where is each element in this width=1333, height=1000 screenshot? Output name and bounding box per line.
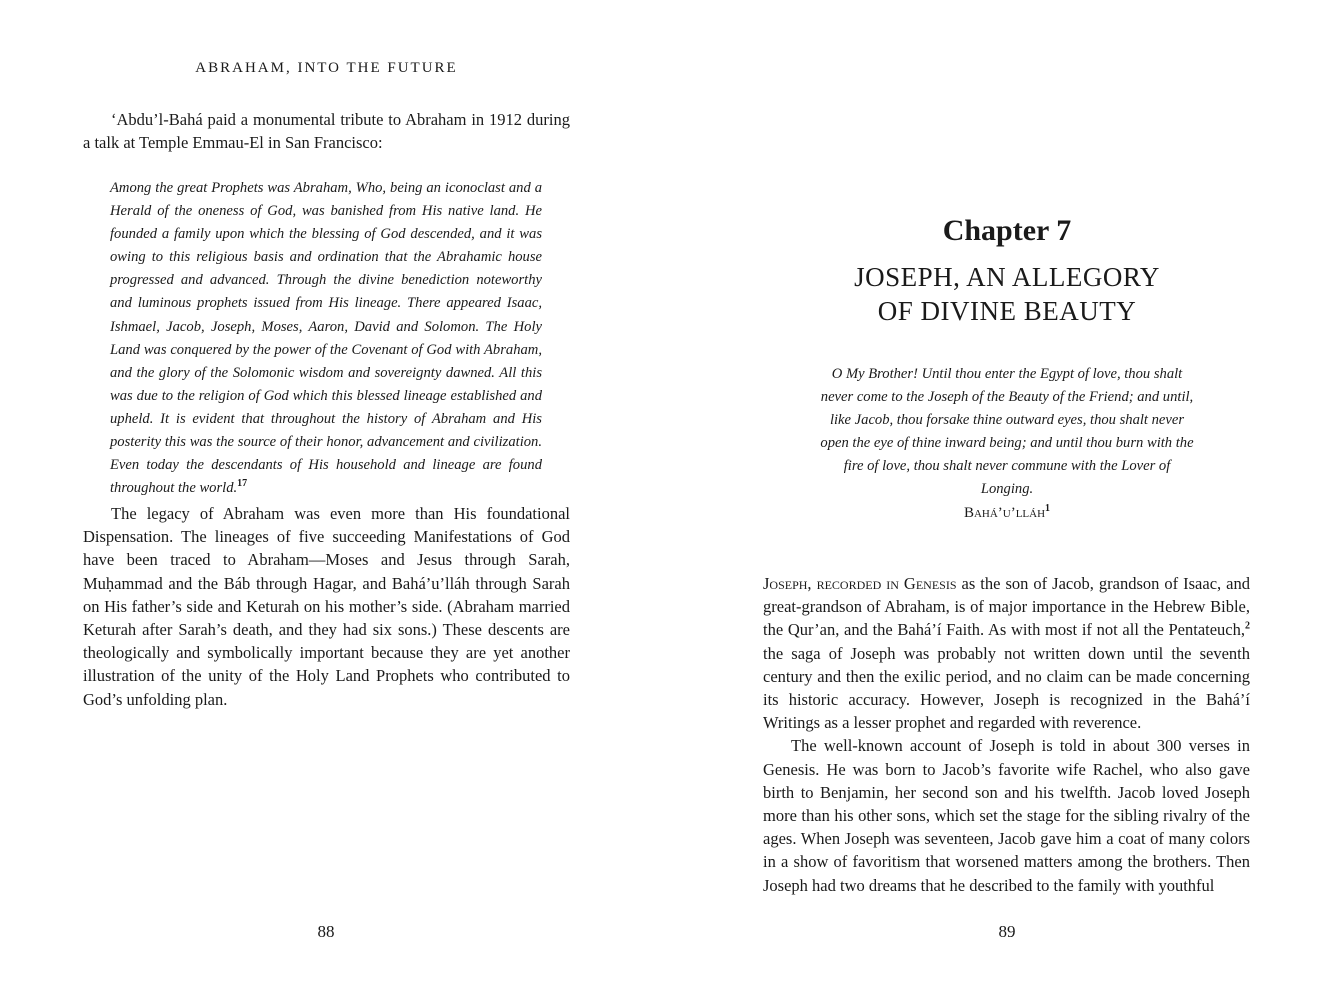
chapter-paragraph-2: The well-known account of Joseph is told in about 300 verses in Genesis. He was born to Jacob’s favorite wife Rachel, who also gave birth to Benjamin, her second son and his twelfth. Jacob loved Joseph more than his other sons, which set the stage for the sibling rivalry of the ages. When Joseph was seventeen, Jacob gave him a coat of many colors in a show of favoritism that worsened matters among the brothers. Then Joseph had two dreams that he described to the family with youthful bbox=[763, 736, 1250, 895]
block-quote bbox=[110, 177, 542, 500]
footnote-ref-17[interactable]: 17 bbox=[237, 478, 248, 490]
right-page bbox=[666, 0, 1333, 1000]
left-page bbox=[0, 0, 666, 1000]
chapter-body bbox=[763, 572, 1250, 897]
page-number-right: 89 bbox=[998, 922, 1016, 941]
chapter-title-line-2: OF DIVINE BEAUTY bbox=[877, 296, 1137, 326]
chapter-lead-in: Joseph, recorded in Genesis bbox=[763, 574, 957, 593]
footnote-ref-1[interactable]: 1 bbox=[1045, 503, 1051, 514]
legacy-paragraph: The legacy of Abraham was even more than His foundational Dispensation. The lineages of five succeeding Manifestations of God have been traced to Abraham—Moses and Jesus through Sarah, Muḥammad and the Báb through Hagar, and Bahá’u’lláh through Sarah on His father’s side and Keturah on his mother’s side. (Abraham married Keturah after Sarah’s death, and they had six sons.) These descents are theologically and symbolically important because they are yet another illustration of the unity of the Holy Land Prophets who contributed to God’s unfolding plan. bbox=[83, 504, 570, 709]
running-head: ABRAHAM, INTO THE FUTURE bbox=[195, 60, 458, 76]
chapter-title-line-1: JOSEPH, AN ALLEGORY bbox=[854, 262, 1160, 292]
epigraph: O My Brother! Until thou enter the Egypt of love, thou shalt never come to the Joseph of the Beauty of the Friend; and until, like Jacob, thou forsake thine outward eyes, thou shalt never open the eye of thine inward being; and until thou burn with the fire of love, thou shalt never commune with the Lover of Longing. bbox=[820, 366, 1194, 498]
chapter-paragraph-1-part-2: the saga of Joseph was probably not written down until the seventh century and then the exilic period, and no claim can be made concerning its historic accuracy. However, Joseph is recognized in the Bahá’í Writings as a lesser prophet and regarded with reverence. bbox=[763, 643, 1250, 733]
epigraph-author: Bahá’u’lláh bbox=[963, 505, 1046, 521]
epigraph-attribution bbox=[764, 503, 1250, 523]
chapter-paragraph-1-part-1: as the son of Jacob, grandson of Isaac, and great-grandson of Abraham, is of major importance in the Hebrew Bible, the Qur’an, and the Bahá’í Faith. As with most if not all the Pentateuch, bbox=[763, 574, 1250, 640]
chapter-title bbox=[764, 260, 1250, 328]
block-quote-text: Among the great Prophets was Abraham, Who, being an iconoclast and a Herald of the oneness of God, was banished from His native land. He founded a family upon which the blessing of God descended, and it was owing to this religious basis and ordination that the Abrahamic house progressed and advanced. Through the divine benediction noteworthy and luminous prophets issued from His lineage. There appeared Isaac, Ishmael, Jacob, Joseph, Moses, Aaron, David and Solomon. The Holy Land was conquered by the power of the Covenant of God with Abraham, and the glory of the Solomonic wisdom and sovereignty dawned. All this was due to the religion of God which this blessed lineage established and upheld. It is evident that throughout the history of Abraham and His posterity this was the source of their honor, advancement and civilization. Even today the descendants of His household and lineage are found throughout the world. bbox=[110, 180, 542, 497]
chapter-paragraph-1 bbox=[763, 572, 1250, 734]
intro-paragraph: ‘Abdu’l-Bahá paid a monumental tribute to Abraham in 1912 during a talk at Temple Emmau-El in San Francisco: bbox=[83, 110, 570, 153]
page-number-left: 88 bbox=[317, 922, 335, 941]
chapter-number: Chapter 7 bbox=[942, 214, 1072, 247]
intro-paragraph-block bbox=[83, 108, 570, 154]
footnote-ref-2[interactable]: 2 bbox=[1245, 620, 1250, 632]
legacy-paragraph-block bbox=[83, 502, 570, 711]
